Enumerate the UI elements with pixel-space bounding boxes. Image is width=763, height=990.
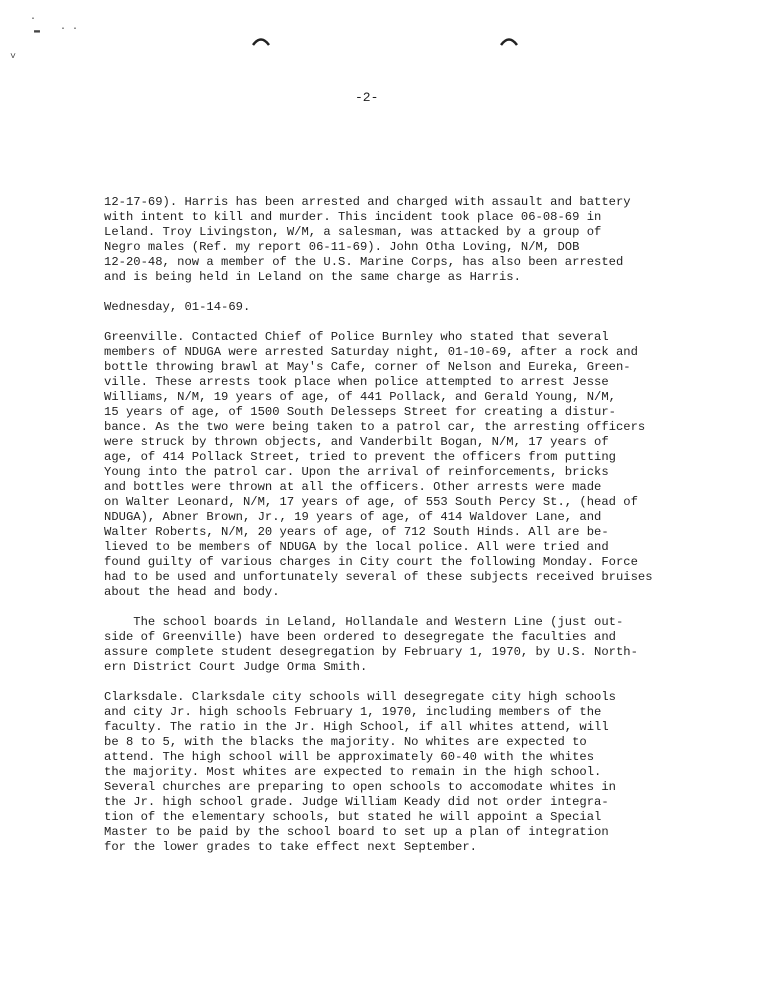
- scan-mark: ▬: [34, 26, 41, 37]
- text-line: had to be used and unfortunately several of these subjects received bruises: [104, 570, 653, 584]
- text-line: side of Greenville) have been ordered to desegregate the faculties and: [104, 630, 616, 644]
- text-line: assure complete student desegregation by February 1, 1970, by U.S. North-: [104, 645, 638, 659]
- text-line: lieved to be members of NDUGA by the local police. All were tried and: [104, 540, 609, 554]
- text-line: NDUGA), Abner Brown, Jr., 19 years of age, of 414 Waldover Lane, and: [104, 510, 602, 524]
- text-line: on Walter Leonard, N/M, 17 years of age, of 553 South Percy St., (head of: [104, 495, 638, 509]
- text-line: with intent to kill and murder. This incident took place 06-08-69 in: [104, 210, 602, 224]
- text-line: 12-17-69). Harris has been arrested and charged with assault and battery: [104, 195, 631, 209]
- text-line: for the lower grades to take effect next September.: [104, 840, 477, 854]
- text-line: Several churches are preparing to open schools to accomodate whites in: [104, 780, 616, 794]
- binder-hole-icon: [500, 36, 518, 46]
- text-line: Clarksdale. Clarksdale city schools will desegregate city high schools: [104, 690, 616, 704]
- binder-hole-icon: [252, 36, 270, 46]
- text-line: were struck by thrown objects, and Vanderbilt Bogan, N/M, 17 years of: [104, 435, 609, 449]
- text-line: and is being held in Leland on the same charge as Harris.: [104, 270, 521, 284]
- text-line: about the head and body.: [104, 585, 280, 599]
- text-line: faculty. The ratio in the Jr. High School, if all whites attend, will: [104, 720, 609, 734]
- date-heading: Wednesday, 01-14-69.: [104, 300, 251, 314]
- text-line: bottle throwing brawl at May's Cafe, corner of Nelson and Eureka, Green-: [104, 360, 631, 374]
- text-line: the majority. Most whites are expected to remain in the high school.: [104, 765, 602, 779]
- text-line: Negro males (Ref. my report 06-11-69). John Otha Loving, N/M, DOB: [104, 240, 580, 254]
- page-number: -2-: [355, 90, 379, 105]
- text-line: The school boards in Leland, Hollandale and Western Line (just out-: [104, 615, 624, 629]
- text-line: and bottles were thrown at all the officers. Other arrests were made: [104, 480, 602, 494]
- text-line: age, of 414 Pollack Street, tried to prevent the officers from putting: [104, 450, 616, 464]
- text-line: and city Jr. high schools February 1, 1970, including members of the: [104, 705, 602, 719]
- scan-mark: ·: [30, 14, 37, 25]
- text-line: Williams, N/M, 19 years of age, of 441 Pollack, and Gerald Young, N/M,: [104, 390, 616, 404]
- text-line: the Jr. high school grade. Judge William Keady did not order integra-: [104, 795, 609, 809]
- text-line: ville. These arrests took place when police attempted to arrest Jesse: [104, 375, 609, 389]
- text-line: members of NDUGA were arrested Saturday night, 01-10-69, after a rock and: [104, 345, 638, 359]
- text-line: 12-20-48, now a member of the U.S. Marine Corps, has also been arrested: [104, 255, 624, 269]
- text-line: Greenville. Contacted Chief of Police Burnley who stated that several: [104, 330, 609, 344]
- text-line: found guilty of various charges in City court the following Monday. Force: [104, 555, 638, 569]
- text-line: Leland. Troy Livingston, W/M, a salesman, was attacked by a group of: [104, 225, 602, 239]
- text-line: bance. As the two were being taken to a patrol car, the arresting officers: [104, 420, 646, 434]
- text-line: be 8 to 5, with the blacks the majority. No whites are expected to: [104, 735, 587, 749]
- text-line: attend. The high school will be approximately 60-40 with the whites: [104, 750, 595, 764]
- text-line: Walter Roberts, N/M, 20 years of age, of 712 South Hinds. All are be-: [104, 525, 609, 539]
- text-line: ern District Court Judge Orma Smith.: [104, 660, 368, 674]
- scan-mark: ˅: [10, 52, 17, 63]
- text-line: tion of the elementary schools, but stated he will appoint a Special: [104, 810, 602, 824]
- text-line: 15 years of age, of 1500 South Delesseps Street for creating a distur-: [104, 405, 616, 419]
- text-line: Master to be paid by the school board to set up a plan of integration: [104, 825, 609, 839]
- text-line: Young into the patrol car. Upon the arrival of reinforcements, bricks: [104, 465, 609, 479]
- scan-mark: · ·: [60, 24, 79, 35]
